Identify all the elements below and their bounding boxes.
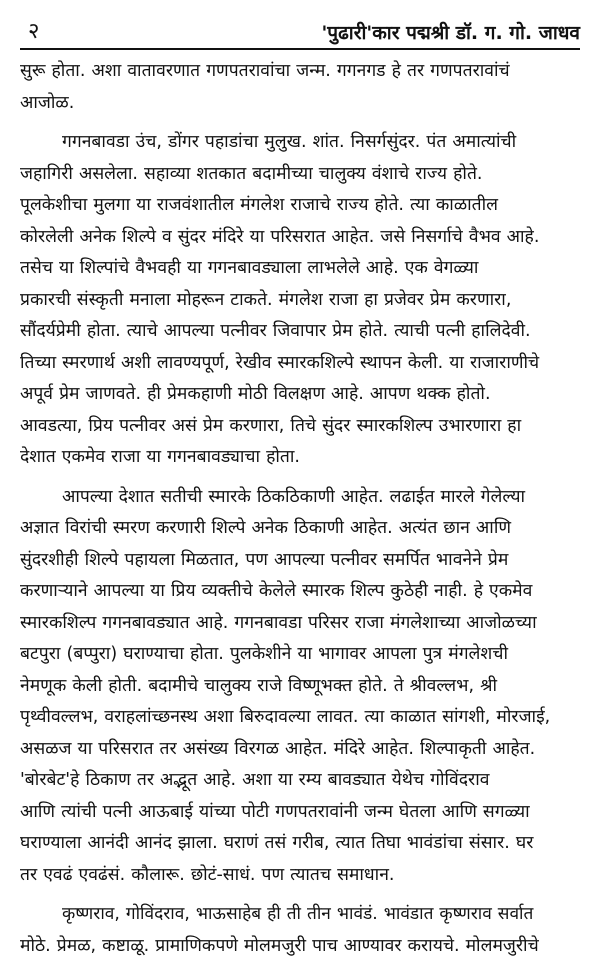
text-line: अपूर्व प्रेम जाणवते. ही प्रेमकहाणी मोठी विलक्षण आहे. आपण थक्क होतो. — [20, 384, 491, 404]
text-line: तिच्या स्मरणार्थ अशी लावण्यपूर्ण, रेखीव स्मारकशिल्पे स्थापन केली. या राजाराणीचे — [20, 352, 540, 373]
running-title: 'पुढारी'कार पद्मश्री डॉ. ग. गो. जाधव — [321, 22, 580, 44]
text-line: गगनबावडा उंच, डोंगर पहाडांचा मुलुख. शांत. निसर्गसुंदर. पंत अमात्यांची — [62, 132, 517, 152]
text-line: देशात एकमेव राजा या गगनबावड्याचा होता. — [20, 447, 300, 467]
text-line: तसेच या शिल्पांचे वैभवही या गगनबावड्याला लाभलेले आहे. एक वेगळ्या — [20, 258, 479, 278]
text-line: मोठे. प्रेमळ, कष्टाळू. प्रामाणिकपणे मोलमजुरी पाच आण्यावर करायचे. मोलमजुरीचे — [20, 935, 539, 956]
text-line: बटपुरा (बप्पुरा) घराण्याचा होता. पुलकेशीने या भागावर आपला पुत्र मंगलेशची — [20, 644, 508, 664]
text-line: आपल्या देशात सतीची स्मारके ठिकठिकाणी आहेत. लढाईत मारले गेलेल्या — [62, 486, 526, 507]
text-line: सुंदरशीही शिल्पे पहायला मिळतात, पण आपल्या पत्नीवर समर्पित भावनेने प्रेम — [20, 549, 509, 570]
text-line: सौंदर्यप्रेमी होता. त्याचे आपल्या पत्नीवर जिवापार प्रेम होते. त्याची पत्नी हालिदेवी. — [20, 321, 531, 341]
paragraph-gap — [20, 474, 580, 482]
text-line: पूलकेशीचा मुलगा या राजवंशातील मंगलेश राजाचे राज्य होते. त्या काळातील — [20, 195, 499, 215]
text-line: आजोळ. — [20, 92, 75, 113]
text-line: 'बोरबेट'हे ठिकाण तर अद्भूत आहे. अशा या रम्य बावड्यात येथेच गोविंदराव — [20, 770, 490, 790]
paragraph-1 — [20, 56, 580, 119]
page-header — [20, 18, 580, 50]
text-line: प्रकारची संस्कृती मनाला मोहरून टाकते. मंगलेश राजा हा प्रजेवर प्रेम करणारा, — [20, 289, 512, 310]
text-line: कोरलेली अनेक शिल्पे व सुंदर मंदिरे या परिसरात आहेत. जसे निसर्गाचे वैभव आहे. — [20, 226, 540, 247]
paragraph-4 — [20, 899, 580, 962]
paragraph-2 — [20, 127, 580, 474]
page-number: २ — [28, 19, 40, 44]
text-line: नेमणूक केली होती. बदामीचे चालुक्य राजे विष्णूभक्त होते. ते श्रीवल्लभ, श्री — [20, 675, 497, 696]
paragraph-3 — [20, 482, 580, 892]
text-line: कृष्णराव, गोविंदराव, भाऊसाहेब ही ती तीन भावंडं. भावंडात कृष्णराव सर्वात — [62, 904, 534, 924]
text-line: तर एवढं एवढंसं. कौलारू. छोटं-साधं. पण त्यातच समाधान. — [20, 864, 395, 885]
text-line: जहागिरी असलेला. सहाव्या शतकात बदामीच्या चालुक्य वंशाचे राज्य होते. — [20, 163, 483, 184]
text-line: असळज या परिसरात तर असंख्य विरगळ आहेत. मंदिरे आहेत. शिल्पाकृती आहेत. — [20, 738, 536, 759]
text-line: आवडत्या, प्रिय पत्नीवर असं प्रेम करणारा, तिचे सुंदर स्मारकशिल्प उभारणारा हा — [20, 415, 522, 436]
text-line: आणि त्यांची पत्नी आऊबाई यांच्या पोटी गणपतरावांनी जन्म घेतला आणि सगळ्या — [20, 801, 530, 822]
paragraph-gap — [20, 891, 580, 899]
paragraph-gap — [20, 119, 580, 127]
body-text — [20, 56, 580, 962]
text-line: सुरू होता. अशा वातावरणात गणपतरावांचा जन्म. गगनगड हे तर गणपतरावांचं — [20, 61, 510, 81]
text-line: करणाऱ्याने आपल्या या प्रिय व्यक्तीचे केलेले स्मारक शिल्प कुठेही नाही. हे एकमेव — [20, 581, 533, 601]
text-line: स्मारकशिल्प गगनबावड्यात आहे. गगनबावडा परिसर राजा मंगलेशाच्या आजोळच्या — [20, 612, 537, 633]
text-line: पृथ्वीवल्लभ, वराहलांच्छनस्थ अशा बिरुदावल्या लावत. त्या काळात सांगशी, मोरजाई, — [20, 707, 551, 727]
text-line: घराण्याला आनंदी आनंद झाला. घराणं तसं गरीब, त्यात तिघा भावंडांचा संसार. घर — [20, 833, 534, 853]
text-line: अज्ञात विरांची स्मरण करणारी शिल्पे अनेक ठिकाणी आहेत. अत्यंत छान आणि — [20, 518, 512, 538]
